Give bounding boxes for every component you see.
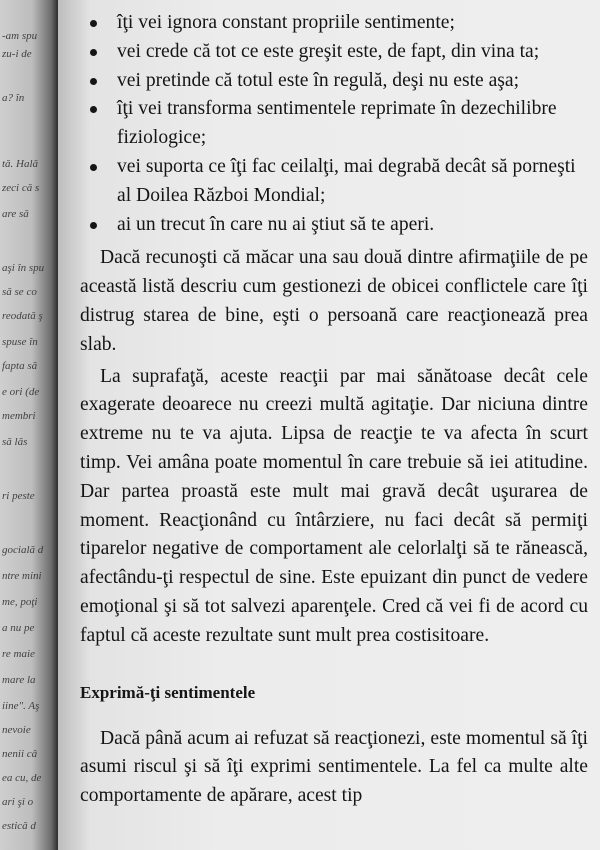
book-page [58,0,600,850]
list-item [80,67,588,96]
bullet-icon [90,106,97,113]
body-paragraph: Dacă până acum ai refuzat să reacţionezi, este momentul să îţi asumi riscul şi să îţi exprimi sentimentele. La fel ca multe alte comportamente de apărare, acest tip [80,727,588,807]
list-item [80,9,588,38]
body-paragraph: La suprafaţă, aceste reacţii par mai sănătoase decât cele exagerate deoarece nu creezi multă agitaţie. Dar niciuna dintre extreme nu te va ajuta. Lipsa de reacţie te va afecta în scurt timp. Vei amâna poate momentul în care trebuie să iei atitudine. Dar partea proastă este mult mai gravă decât uşurarea de moment. Reacţionând cu întârziere, nu faci decât să permiţi tiparelor negative de comportament ale celorlalţi să te rănească, afectându-ţi respectul de sine. Este epuizant din punct de vedere emoţional şi să tot salvezi aparenţele. Cred că vei fi de acord cu faptul că aceste rezultate sunt mult prea costisitoare. [80,365,588,646]
adjacent-page-text: spuse în [2,336,38,348]
bullet-text: vei suporta ce îţi fac ceilalţi, mai degrabă decât să porneşti al Doilea Război Mondial; [117,155,576,206]
adjacent-page-text: -am spu [2,30,38,42]
list-item [80,95,588,153]
adjacent-page-text: reodată ş [2,310,43,322]
adjacent-page-text: să se co [2,286,37,298]
adjacent-page-text: ea cu, de [2,772,42,784]
adjacent-page-text: ari şi o [2,796,34,808]
adjacent-page-text: ri peste [2,490,35,502]
bullet-text: îţi vei ignora constant propriile sentimente; [117,12,455,33]
adjacent-page-text: are să [2,208,29,220]
adjacent-page-text: ntre mini [2,570,42,582]
list-item [80,153,588,211]
adjacent-page-text: nenii câ [2,748,38,760]
page-text-column [80,9,588,811]
adjacent-page-text: nevoie [2,724,31,736]
section-heading: Exprimă-ţi sentimentele [80,682,256,702]
adjacent-page-text: fapta să [2,360,38,372]
bullet-text: îţi vei transforma sentimentele reprimate în dezechilibre fiziologice; [117,98,557,149]
body-paragraph: Dacă recunoşti că măcar una sau două dintre afirmaţiile de pe această listă descriu cum gestionezi de obicei conflictele care îţi distrug starea de bine, eşti o persoană care reacţionează prea slab. [80,247,588,355]
adjacent-page-text: gocială d [2,544,44,556]
bullet-text: ai un trecut în care nu ai ştiut să te aperi. [117,213,435,235]
adjacent-page-text: aşi în spu [2,262,45,274]
adjacent-page-text: me, poţi [2,596,38,608]
adjacent-page-text: estică d [2,820,36,832]
adjacent-page-text: re maie [2,648,35,660]
adjacent-page-text: tă. Hală [2,158,39,170]
adjacent-page-text: e ori (de [2,386,40,398]
bullet-icon [90,222,97,229]
bullet-list [80,9,588,239]
bullet-text: vei pretinde că totul este în regulă, deşi nu este aşa; [117,69,520,91]
list-item [80,211,588,240]
list-item [80,38,588,67]
adjacent-page-text: zeci că s [2,182,40,194]
adjacent-page-strip [0,0,58,850]
adjacent-page-text: iine". Aş [2,700,40,712]
adjacent-page-text: membri [2,410,36,422]
adjacent-page-text: a? în [2,92,25,104]
bullet-icon [90,49,97,56]
adjacent-page-text: a nu pe [2,622,35,634]
bullet-icon [90,164,97,171]
bullet-icon [90,20,97,27]
bullet-icon [90,78,97,85]
adjacent-page-text: să lăs [2,436,28,448]
adjacent-page-text: zu-i de [2,48,32,60]
adjacent-page-text: mare la [2,674,36,686]
bullet-text: vei crede că tot ce este greşit este, de fapt, din vina ta; [117,40,540,62]
